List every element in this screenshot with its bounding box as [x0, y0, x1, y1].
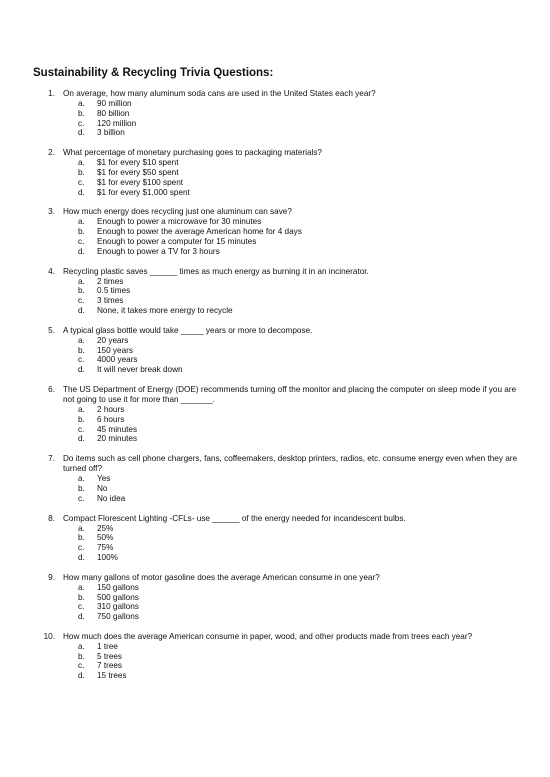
option-letter: d. [78, 365, 85, 375]
option-text: 1 tree [97, 641, 118, 651]
answer-option [0, 434, 550, 444]
question-text: How many gallons of motor gasoline does the average American consume in one year? [63, 572, 380, 582]
answer-option [0, 405, 550, 415]
answer-option [0, 286, 550, 296]
option-text: 0.5 times [97, 286, 131, 296]
option-text: Enough to power a microwave for 30 minutes [97, 217, 262, 227]
answer-option [0, 227, 550, 237]
answer-option [0, 296, 550, 306]
answer-option [0, 553, 550, 563]
option-text: It will never break down [97, 365, 183, 375]
option-text: No [97, 483, 108, 493]
option-letter: b. [78, 592, 85, 602]
question-number: 10. [43, 631, 55, 641]
option-text: 20 minutes [97, 434, 138, 444]
option-letter: b. [78, 286, 85, 296]
question-number: 5. [48, 325, 55, 335]
question-stem [0, 326, 550, 336]
option-letter: d. [78, 552, 85, 562]
option-text: 500 gallons [97, 592, 139, 602]
option-letter: a. [78, 474, 85, 484]
option-text: 6 hours [97, 414, 125, 424]
question-1 [0, 89, 550, 138]
option-letter: d. [78, 434, 85, 444]
option-letter: b. [78, 651, 85, 661]
option-letter: b. [78, 227, 85, 237]
option-text: $1 for every $100 spent [97, 177, 184, 187]
option-text: None, it takes more energy to recycle [97, 305, 233, 315]
question-stem [0, 514, 550, 524]
option-text: Enough to power a TV for 3 hours [97, 246, 220, 256]
option-letter: c. [78, 236, 85, 246]
question-list [0, 89, 550, 691]
option-letter: a. [78, 641, 85, 651]
answer-option [0, 524, 550, 534]
option-text: 2 hours [97, 404, 125, 414]
option-text: 310 gallons [97, 602, 139, 612]
answer-option [0, 642, 550, 652]
question-stem [0, 267, 550, 277]
answer-option [0, 247, 550, 257]
option-text: 100% [97, 552, 118, 562]
answer-option [0, 661, 550, 671]
question-text: What percentage of monetary purchasing goes to packaging materials? [63, 148, 322, 158]
question-stem [0, 454, 550, 474]
answer-option [0, 602, 550, 612]
option-letter: b. [78, 414, 85, 424]
option-letter: a. [78, 158, 85, 168]
question-number: 4. [48, 266, 55, 276]
answer-option [0, 494, 550, 504]
page-title: Sustainability & Recycling Trivia Questions: [33, 67, 274, 79]
answer-option [0, 168, 550, 178]
answer-option [0, 612, 550, 622]
option-text: 90 million [97, 99, 132, 108]
answer-option [0, 188, 550, 198]
answer-option [0, 128, 550, 138]
question-text: A typical glass bottle would take _____ years or more to decompose. [63, 325, 313, 335]
option-text: 50% [97, 533, 114, 543]
option-text: 7 trees [97, 661, 123, 671]
question-stem [0, 89, 550, 99]
option-letter: d. [78, 612, 85, 622]
option-text: 80 billion [97, 108, 130, 118]
question-text: Do items such as cell phone chargers, fans, coffeemakers, desktop printers, radios, etc. consume energy even when they are turned off? [63, 454, 518, 474]
option-text: Yes [97, 474, 111, 484]
answer-option [0, 533, 550, 543]
question-number: 2. [48, 148, 55, 158]
question-9 [0, 573, 550, 622]
option-letter: c. [78, 424, 85, 434]
answer-option [0, 306, 550, 316]
option-letter: c. [78, 661, 85, 671]
answer-option [0, 99, 550, 109]
option-text: Enough to power the average American home for 4 days [97, 227, 302, 237]
question-10 [0, 632, 550, 681]
option-text: Enough to power a computer for 15 minutes [97, 236, 257, 246]
option-letter: c. [78, 493, 85, 503]
option-letter: d. [78, 671, 85, 681]
answer-option [0, 346, 550, 356]
option-text: 25% [97, 523, 114, 533]
option-text: 3 billion [97, 128, 125, 138]
question-7 [0, 454, 550, 503]
question-4 [0, 267, 550, 316]
option-text: 3 times [97, 296, 124, 306]
option-letter: b. [78, 167, 85, 177]
option-text: $1 for every $10 spent [97, 158, 179, 168]
option-letter: d. [78, 305, 85, 315]
option-letter: b. [78, 483, 85, 493]
answer-option [0, 543, 550, 553]
option-letter: b. [78, 533, 85, 543]
option-letter: c. [78, 602, 85, 612]
answer-option [0, 158, 550, 168]
option-letter: c. [78, 177, 85, 187]
answer-option [0, 425, 550, 435]
option-letter: a. [78, 335, 85, 345]
question-text: Recycling plastic saves ______ times as much energy as burning it in an incinerator. [63, 266, 369, 276]
question-stem [0, 632, 550, 642]
option-letter: c. [78, 543, 85, 553]
question-number: 8. [48, 513, 55, 523]
question-number: 1. [48, 89, 55, 98]
option-text: 120 million [97, 118, 137, 128]
option-text: 150 gallons [97, 582, 139, 592]
option-letter: d. [78, 246, 85, 256]
answer-option [0, 217, 550, 227]
question-text: On average, how many aluminum soda cans are used in the United States each year? [63, 89, 376, 98]
option-text: 4000 years [97, 355, 138, 365]
option-letter: d. [78, 187, 85, 197]
question-text: How much does the average American consume in paper, wood, and other products made from trees each year? [63, 631, 473, 641]
question-stem [0, 573, 550, 583]
option-letter: d. [78, 128, 85, 138]
option-text: 20 years [97, 335, 129, 345]
option-text: 150 years [97, 345, 133, 355]
answer-option [0, 484, 550, 494]
question-stem [0, 385, 550, 405]
answer-option [0, 237, 550, 247]
answer-option [0, 178, 550, 188]
option-letter: b. [78, 345, 85, 355]
answer-option [0, 109, 550, 119]
option-letter: c. [78, 296, 85, 306]
option-letter: a. [78, 217, 85, 227]
answer-option [0, 119, 550, 129]
question-2 [0, 148, 550, 197]
question-text: How much energy does recycling just one aluminum can save? [63, 207, 292, 217]
option-text: 45 minutes [97, 424, 138, 434]
question-6 [0, 385, 550, 444]
question-number: 9. [48, 572, 55, 582]
option-text: $1 for every $1,000 spent [97, 187, 190, 197]
question-text: The US Department of Energy (DOE) recommends turning off the monitor and placing the computer on sleep mode if you are not going to use it for more than _______. [63, 384, 517, 404]
option-text: 15 trees [97, 671, 127, 681]
answer-option [0, 474, 550, 484]
question-stem [0, 148, 550, 158]
answer-option [0, 277, 550, 287]
question-number: 3. [48, 207, 55, 217]
option-letter: a. [78, 404, 85, 414]
option-text: 2 times [97, 276, 124, 286]
option-letter: a. [78, 276, 85, 286]
answer-option [0, 355, 550, 365]
option-text: 750 gallons [97, 612, 139, 622]
question-5 [0, 326, 550, 375]
answer-option [0, 593, 550, 603]
question-text: Compact Florescent Lighting -CFLs- use ______ of the energy needed for incandescent bulbs. [63, 513, 406, 523]
question-3 [0, 207, 550, 256]
answer-option [0, 671, 550, 681]
option-letter: b. [78, 108, 85, 118]
question-8 [0, 514, 550, 563]
option-letter: a. [78, 523, 85, 533]
option-text: $1 for every $50 spent [97, 167, 179, 177]
question-number: 6. [48, 384, 55, 394]
answer-option [0, 583, 550, 593]
answer-option [0, 415, 550, 425]
option-letter: c. [78, 355, 85, 365]
option-letter: a. [78, 582, 85, 592]
option-letter: c. [78, 118, 85, 128]
option-text: 75% [97, 543, 114, 553]
question-number: 7. [48, 454, 55, 464]
option-text: 5 trees [97, 651, 123, 661]
answer-option [0, 365, 550, 375]
answer-option [0, 336, 550, 346]
option-text: No idea [97, 493, 126, 503]
answer-option [0, 652, 550, 662]
question-stem [0, 207, 550, 217]
option-letter: a. [78, 99, 85, 108]
